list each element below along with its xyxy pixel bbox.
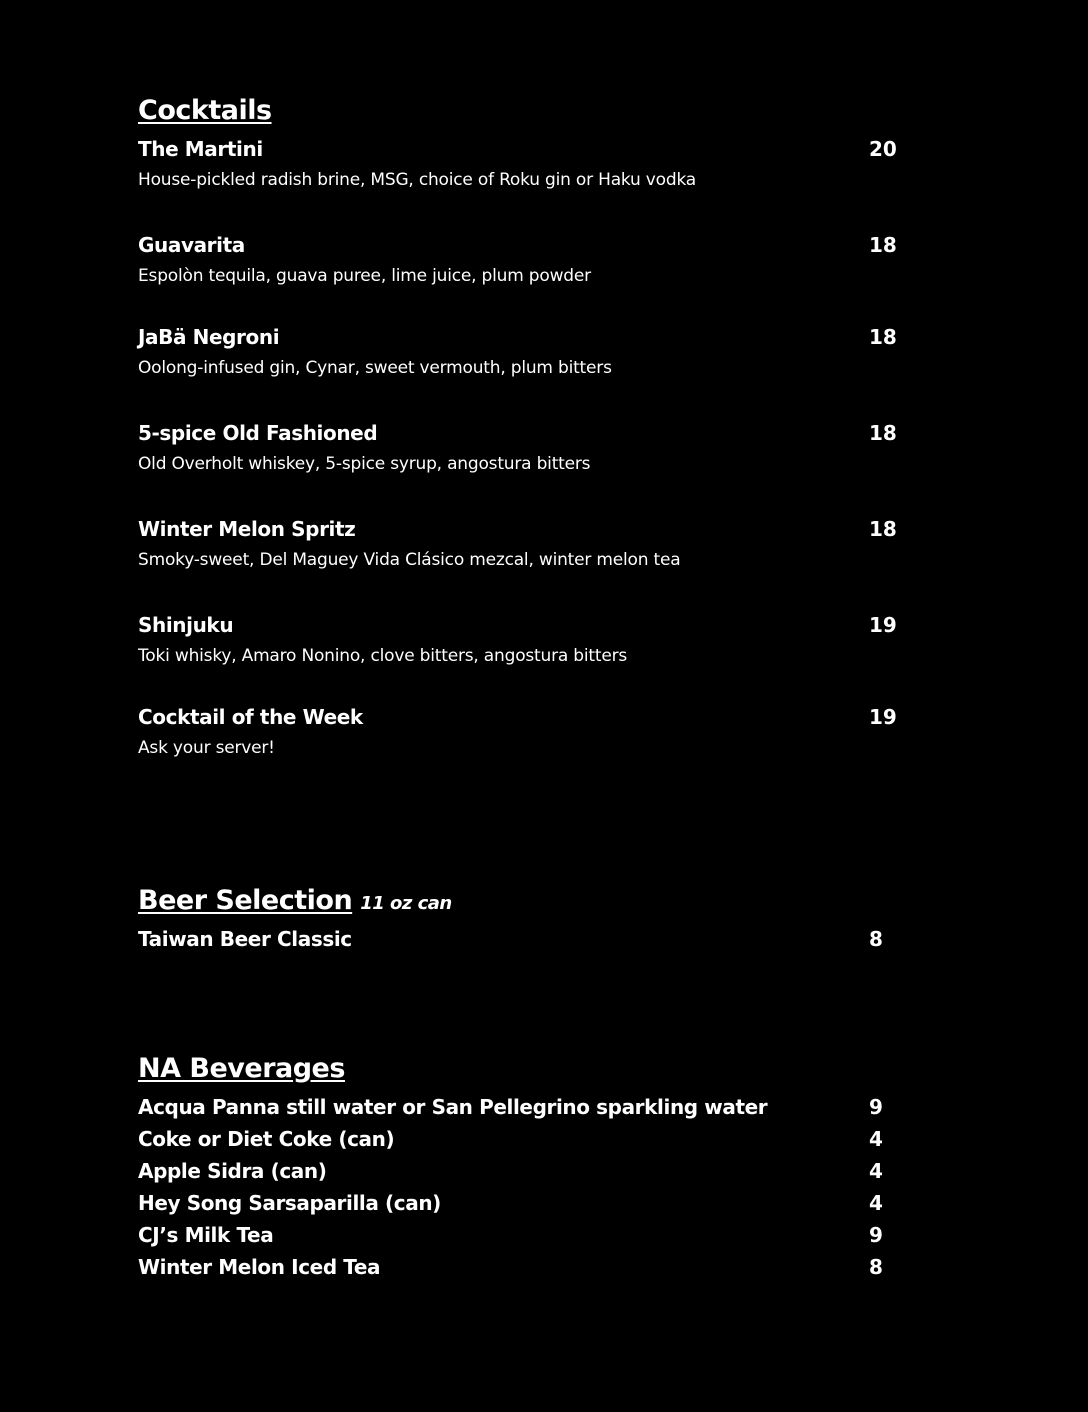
menu-item — [138, 705, 938, 729]
item-price: 4 — [869, 1127, 883, 1151]
menu-item — [138, 325, 938, 349]
item-name: Acqua Panna still water or San Pellegrino sparkling water — [138, 1095, 768, 1119]
item-name: The Martini — [138, 137, 263, 161]
item-price: 18 — [869, 421, 897, 445]
item-name: Hey Song Sarsaparilla (can) — [138, 1191, 441, 1215]
na-beverages-heading: NA Beverages — [138, 1053, 345, 1084]
menu-item — [138, 421, 938, 445]
cocktails-heading: Cocktails — [138, 95, 272, 126]
item-description: Toki whisky, Amaro Nonino, clove bitters, angostura bitters — [138, 646, 628, 666]
beer-heading — [138, 885, 452, 916]
item-price: 18 — [869, 325, 897, 349]
item-price: 4 — [869, 1191, 883, 1215]
menu-item — [138, 1191, 938, 1215]
item-description: Old Overholt whiskey, 5-spice syrup, angostura bitters — [138, 454, 591, 474]
menu-item — [138, 1223, 938, 1247]
item-name: CJ’s Milk Tea — [138, 1223, 274, 1247]
item-name: 5-spice Old Fashioned — [138, 421, 378, 445]
item-description: Ask your server! — [138, 738, 275, 758]
item-name: Winter Melon Spritz — [138, 517, 356, 541]
item-price: 8 — [869, 1255, 883, 1279]
beer-title: Beer Selection — [138, 885, 353, 916]
menu-item — [138, 1127, 938, 1151]
item-price: 18 — [869, 517, 897, 541]
item-price: 19 — [869, 705, 897, 729]
item-name: Coke or Diet Coke (can) — [138, 1127, 395, 1151]
item-description: House-pickled radish brine, MSG, choice of Roku gin or Haku vodka — [138, 170, 697, 190]
item-price: 9 — [869, 1095, 883, 1119]
item-price: 8 — [869, 927, 883, 951]
menu-item — [138, 233, 938, 257]
item-name: Shinjuku — [138, 613, 234, 637]
item-price: 9 — [869, 1223, 883, 1247]
item-name: Taiwan Beer Classic — [138, 927, 352, 951]
item-price: 4 — [869, 1159, 883, 1183]
item-name: Cocktail of the Week — [138, 705, 363, 729]
item-name: Apple Sidra (can) — [138, 1159, 327, 1183]
item-name: JaBä Negroni — [138, 325, 280, 349]
menu-item — [138, 517, 938, 541]
item-price: 19 — [869, 613, 897, 637]
menu-item — [138, 1159, 938, 1183]
menu-item — [138, 1255, 938, 1279]
item-description: Oolong-infused gin, Cynar, sweet vermouth, plum bitters — [138, 358, 612, 378]
item-description: Espolòn tequila, guava puree, lime juice, plum powder — [138, 266, 591, 286]
menu-item — [138, 137, 938, 161]
menu-item — [138, 1095, 938, 1119]
item-name: Guavarita — [138, 233, 245, 257]
item-description: Smoky-sweet, Del Maguey Vida Clásico mezcal, winter melon tea — [138, 550, 681, 570]
item-name: Winter Melon Iced Tea — [138, 1255, 381, 1279]
item-price: 20 — [869, 137, 897, 161]
item-price: 18 — [869, 233, 897, 257]
beer-note: 11 oz can — [360, 893, 452, 914]
menu-item — [138, 927, 938, 951]
menu-item — [138, 613, 938, 637]
